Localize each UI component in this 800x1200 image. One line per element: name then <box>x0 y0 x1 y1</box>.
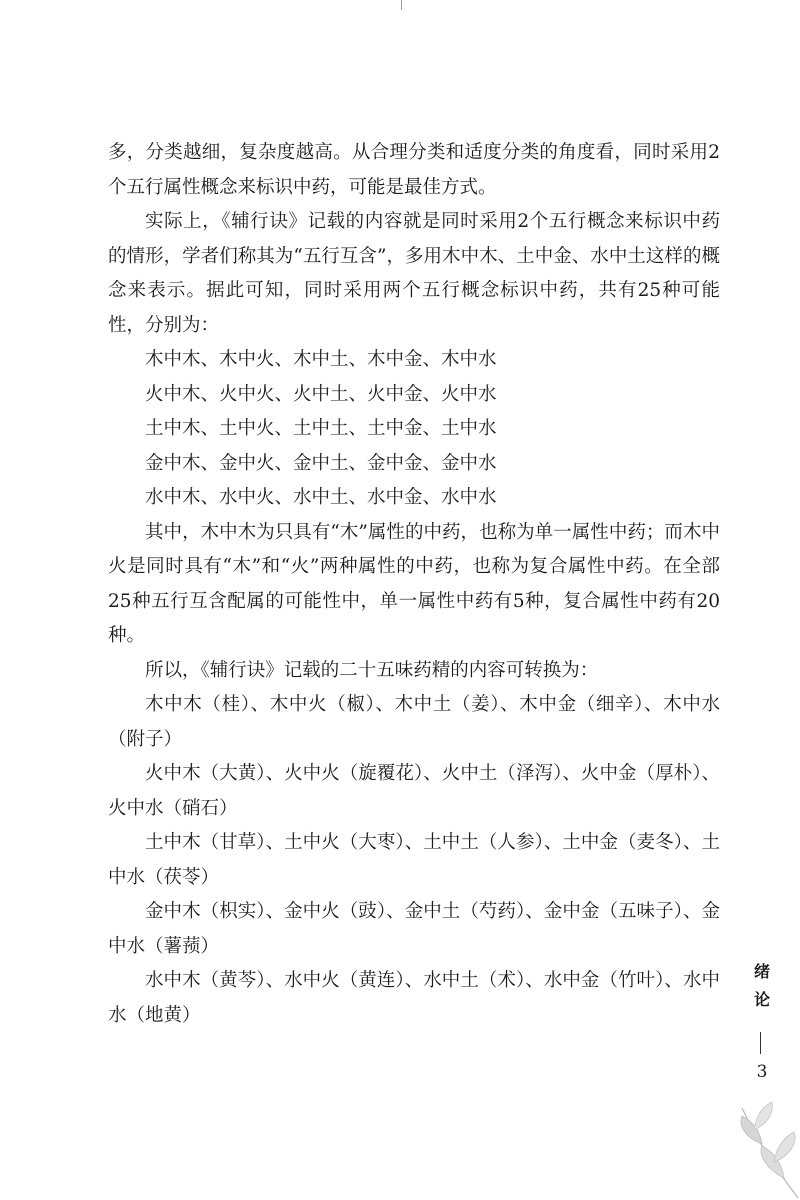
herb-list-item-1: 木中木（桂）、木中火（椒）、木中土（姜）、木中金（细辛）、木中水（附子） <box>108 694 720 750</box>
section-label <box>740 958 784 1014</box>
top-divider-mark <box>401 0 402 10</box>
combo-line-1: 木中木、木中火、木中土、木中金、木中水 <box>145 349 497 370</box>
paragraph-4: 所以，《辅行诀》记载的二十五味药精的内容可转换为： <box>145 659 599 681</box>
combo-line-4: 金中木、金中火、金中土、金中金、金中水 <box>145 452 497 474</box>
section-label-char-2: 论 <box>753 990 770 1009</box>
herb-list-item-5: 水中木（黄芩）、水中火（黄连）、水中土（术）、水中金（竹叶）、水中水（地黄） <box>108 970 720 1026</box>
section-rule <box>760 1032 761 1054</box>
page-body <box>108 136 720 1033</box>
paragraph-1: 多，分类越细，复杂度越高。从合理分类和适度分类的角度看，同时采用2个五行属性概念来标识中药，可能是最佳方式。 <box>108 142 720 198</box>
page-number: 3 <box>756 1062 768 1082</box>
paragraph-3: 其中，木中木为只具有“木”属性的中药，也称为单一属性中药；而木中火是同时具有“木”和“火”两种属性的中药，也称为复合属性中药。在全部25种五行互含配属的可能性中，单一属性中药有5种，复合属性中药有20种。 <box>108 521 720 646</box>
combo-line-5: 水中木、水中火、水中土、水中金、水中水 <box>145 487 497 508</box>
combo-line-3: 土中木、土中火、土中土、土中金、土中水 <box>145 418 497 439</box>
herb-list-item-4: 金中木（枳实）、金中火（豉）、金中土（芍药）、金中金（五味子）、金中水（薯蓣） <box>108 901 720 957</box>
combo-line-2: 火中木、火中火、火中土、火中金、火中水 <box>145 383 497 405</box>
herb-list-item-2: 火中木（大黄）、火中火（旋覆花）、火中土（泽泻）、火中金（厚朴）、火中水（硝石） <box>108 763 720 819</box>
leaf-decoration-icon <box>728 1090 800 1200</box>
herb-list-item-3: 土中木（甘草）、土中火（大枣）、土中土（人参）、土中金（麦冬）、土中水（茯苓） <box>108 832 720 888</box>
paragraph-2: 实际上，《辅行诀》记载的内容就是同时采用2个五行概念来标识中药的情形，学者们称其为“五行互含”，多用木中木、土中金、水中土这样的概念来表示。据此可知，同时采用两个五行概念标识中药，共有25种可能性，分别为： <box>108 211 720 336</box>
section-label-char-1: 绪 <box>753 962 770 981</box>
